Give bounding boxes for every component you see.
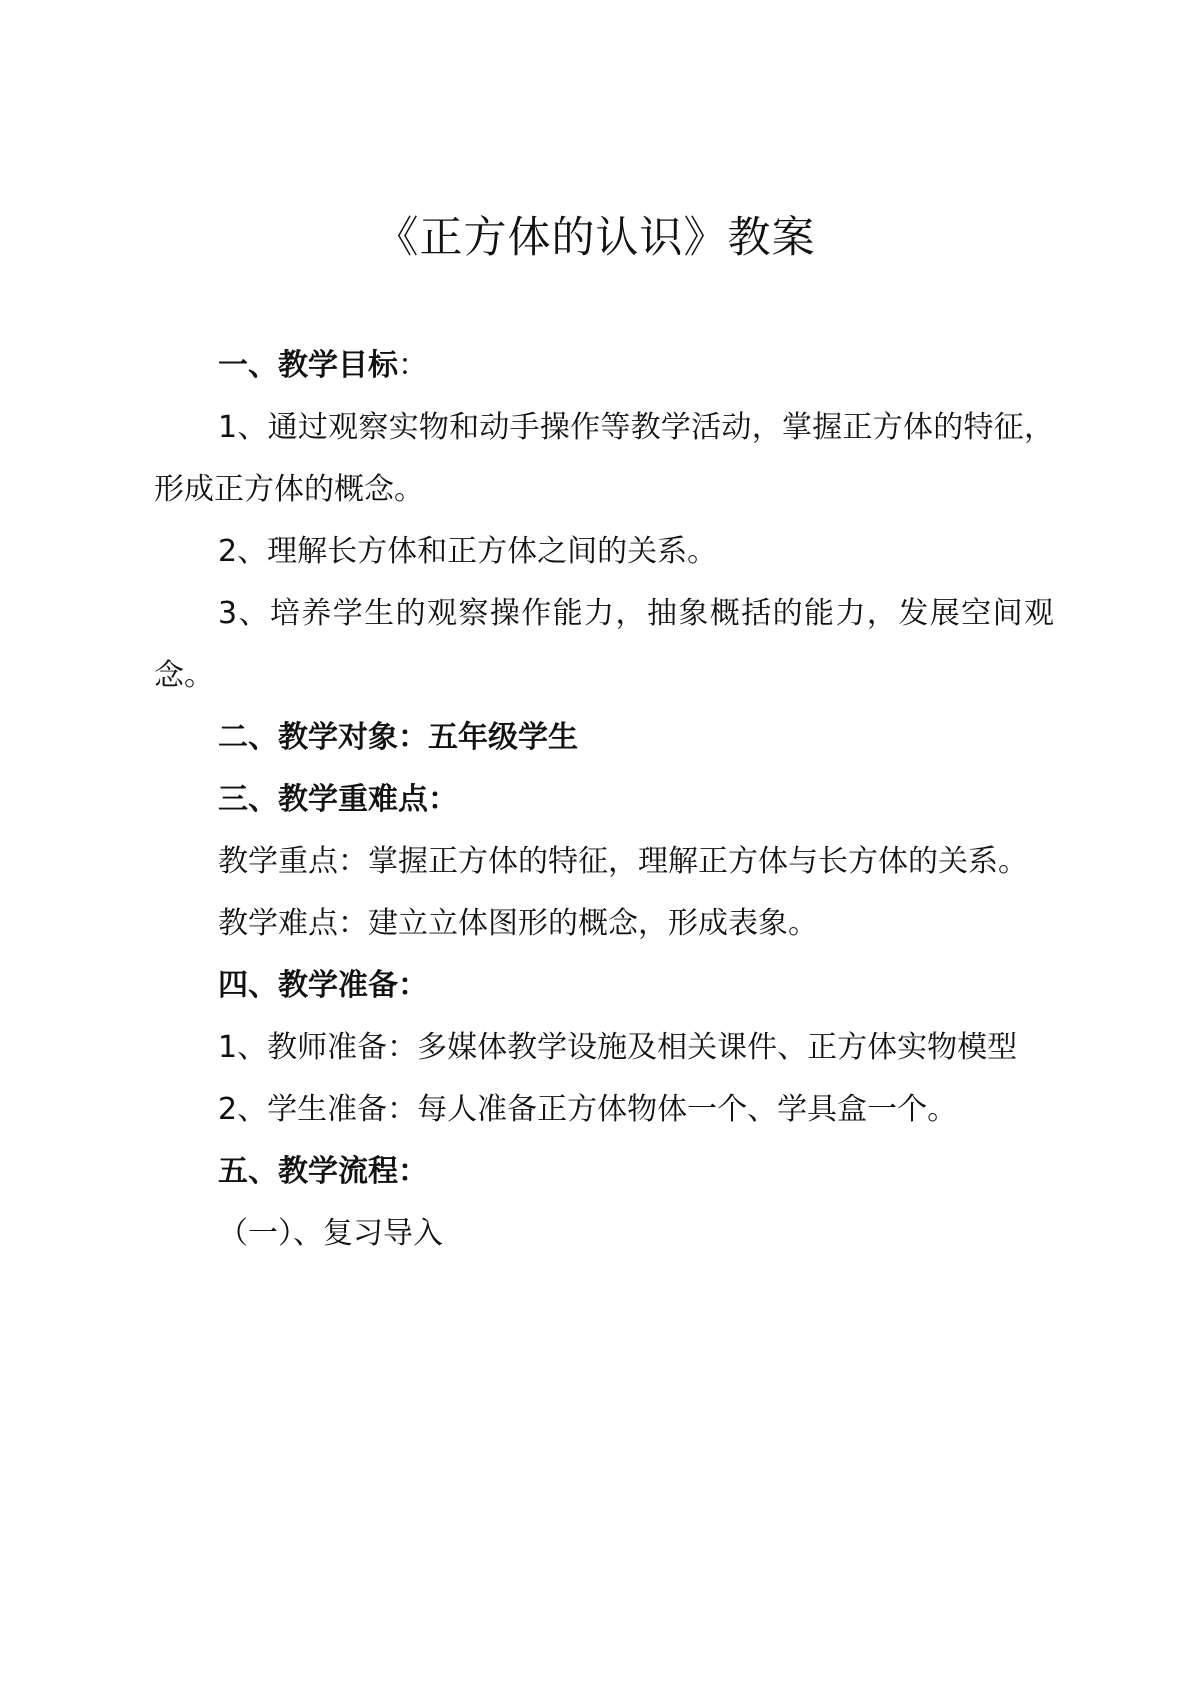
section-heading-preparation: 四、教学准备： — [218, 968, 428, 1003]
key-point-item-2: 教学难点：建立立体图形的概念，形成表象。 — [218, 906, 818, 941]
section-heading-process: 五、教学流程： — [218, 1154, 428, 1189]
section-heading-key-points: 三、教学重难点： — [218, 782, 458, 817]
section-heading-audience: 二、教学对象：五年级学生 — [218, 720, 578, 755]
document-body — [154, 335, 1054, 1265]
preparation-item-2: 2、学生准备：每人准备正方体物体一个、学具盒一个。 — [218, 1092, 958, 1127]
goal-item-2: 2、理解长方体和正方体之间的关系。 — [218, 534, 718, 569]
section-heading-goals — [154, 335, 1054, 397]
section-heading-goals-text: 一、教学目标 — [218, 348, 398, 383]
key-point-item-1: 教学重点：掌握正方体的特征，理解正方体与长方体的关系。 — [218, 844, 1028, 879]
document-title: 《正方体的认识》教案 — [375, 213, 816, 263]
goal-item-3: 3、培养学生的观察操作能力，抽象概括的能力，发展空间观念。 — [154, 596, 1054, 693]
section-heading-goals-colon: ： — [398, 348, 428, 383]
process-item-1: （一）、复习导入 — [218, 1216, 443, 1251]
preparation-item-1: 1、教师准备：多媒体教学设施及相关课件、正方体实物模型 — [218, 1030, 1018, 1065]
goal-item-1: 1、通过观察实物和动手操作等教学活动，掌握正方体的特征，形成正方体的概念。 — [154, 410, 1054, 507]
